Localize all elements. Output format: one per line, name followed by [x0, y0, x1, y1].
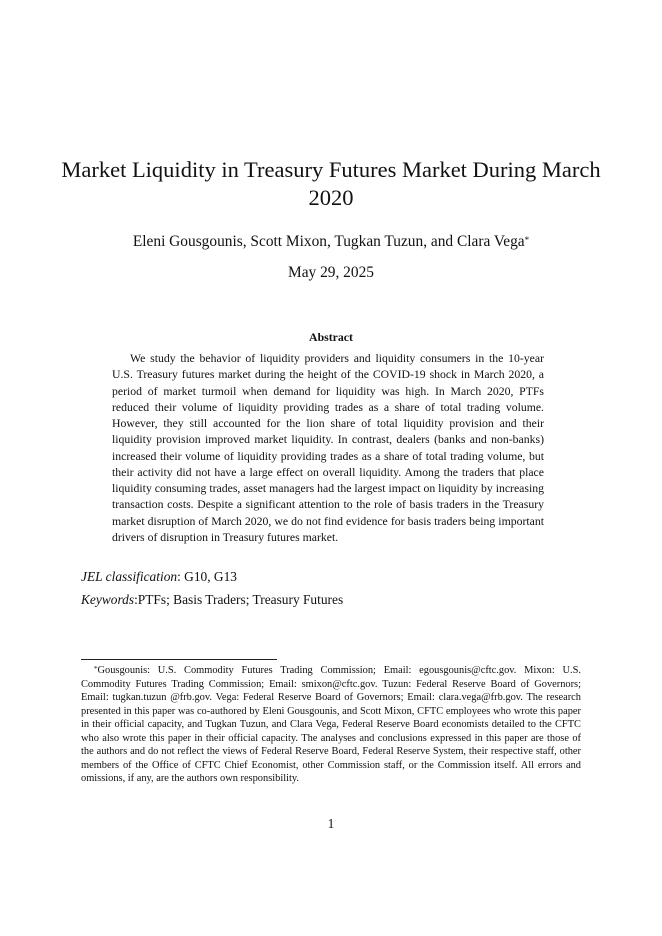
jel-classification: [81, 568, 581, 586]
footnote-text: Gousgounis: U.S. Commodity Futures Trading Commission; Email: egousgounis@cftc.gov. Mixon: U.S. Commodity Futures Trading Commission; Email: smixon@cftc.gov. Tuzun: Federal Reserve Board of Governors; Email: tugkan.tuzun @frb.gov. Vega: Federal Reserve Board of Governors; Email: clara.vega@frb.gov. The research presented in this paper was co-authored by Eleni Gousgounis, and Scott Mixon, CFTC employees who wrote this paper in their official capacity, and Tugkan Tuzun, and Clara Vega, Federal Reserve Board economists detailed to the CFTC who also wrote this paper in their official capacity. The analyses and conclusions expressed in this paper are those of the authors and do not reflect the views of Federal Reserve Board, Federal Reserve System, their respective staff, other members of the Office of CFTC Chief Economist, other Commission staff, or the Commission itself. All errors and omissions, if any, are the authors own responsibility.: [81, 665, 581, 784]
paper-date: May 29, 2025: [288, 264, 374, 281]
jel-label: JEL classification: [81, 569, 178, 584]
footnote-divider: [81, 659, 277, 660]
author-list: [60, 232, 602, 252]
jel-value: : G10, G13: [177, 569, 237, 584]
keywords-label: Keywords: [81, 592, 135, 607]
page-number: 1: [327, 816, 335, 831]
paper-title: Market Liquidity in Treasury Futures Market During March 2020: [61, 157, 601, 210]
author-names: Eleni Gousgounis, Scott Mixon, Tugkan Tuzun, and Clara Vega: [132, 233, 525, 250]
author-footnote: [81, 664, 581, 786]
keywords: [81, 591, 581, 609]
author-footnote-marker[interactable]: *: [524, 235, 530, 245]
abstract-heading: Abstract: [309, 330, 353, 344]
keywords-value: :PTFs; Basis Traders; Treasury Futures: [134, 592, 344, 607]
abstract-body: We study the behavior of liquidity providers and liquidity consumers in the 10-year U.S. Treasury futures market during the height of the COVID-19 shock in March 2020, a period of market turmoil when demand for liquidity was high. In March 2020, PTFs reduced their volume of liquidity providing trades as a share of total trading volume. However, they still accounted for the lion share of total liquidity provision and their liquidity provision improved market liquidity. In contrast, dealers (banks and non-banks) increased their volume of liquidity providing trades as a share of total trading volume, but their activity did not have a large effect on overall liquidity. Among the traders that place liquidity consuming trades, asset managers had the largest impact on liquidity by increasing transaction costs. Despite a significant attention to the role of basis traders in the Treasury market disruption of March 2020, we do not find evidence for basis traders being important drivers of disruption in Treasury futures market.: [112, 352, 544, 544]
footnote-marker: *: [94, 665, 98, 673]
